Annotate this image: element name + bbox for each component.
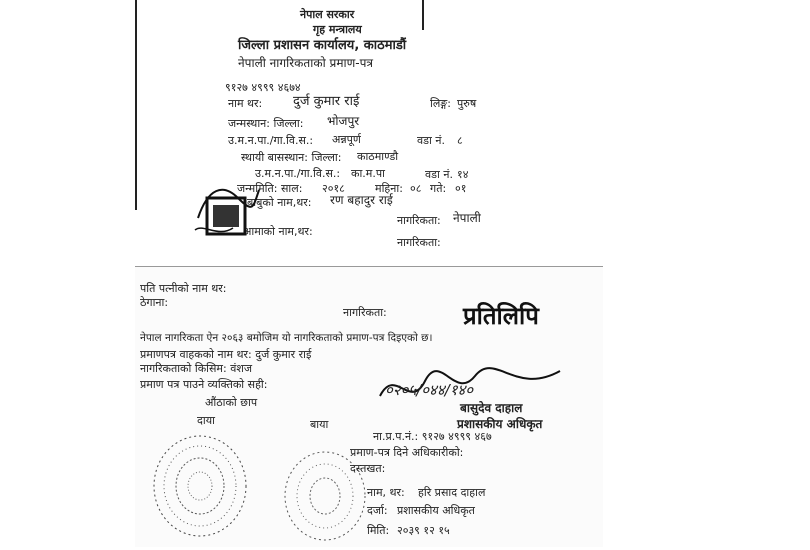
- perm-muni-value: का.म.पा: [351, 167, 385, 180]
- page-edge-top: [135, 266, 603, 267]
- dob-month: ०८: [410, 182, 422, 195]
- signer-name: बासुदेव दाहाल: [460, 401, 523, 415]
- copy-stamp: प्रतिलिपि: [463, 302, 539, 330]
- dob-day: ०१: [455, 182, 467, 195]
- father-label: बाबुको नाम,थर:: [247, 196, 312, 209]
- sign-numbers: ०२०५/०४४/१४०: [385, 381, 474, 399]
- citizenship-type: नागरिकताको किसिम: वंशज: [140, 362, 252, 375]
- officer-rank: प्रशासकीय अधिकृत: [397, 504, 475, 517]
- officer-rank-label: दर्जा:: [367, 504, 388, 517]
- ward1-value: ८: [457, 134, 463, 147]
- perm-muni-label: उ.म.न.पा./गा.वि.स.:: [255, 167, 341, 180]
- header-office: जिल्ला प्रशासन कार्यालय, काठमाडौं: [238, 38, 407, 53]
- officer-heading: प्रमाण-पत्र दिने अधिकारीको:: [350, 446, 464, 459]
- dob-month-label: महिना:: [375, 182, 403, 195]
- municipality-value: अन्नपूर्ण: [332, 133, 361, 146]
- mother-label: आमाको नाम,थर:: [243, 225, 313, 238]
- birthplace-label: जन्मस्थान: जिल्ला:: [228, 117, 304, 130]
- ward2-label: वडा नं.: [425, 168, 453, 181]
- header-cert-title: नेपाली नागरिकताको प्रमाण-पत्र: [238, 56, 374, 70]
- municipality-label: उ.म.न.पा./गा.वि.स.:: [228, 134, 314, 147]
- thumbprint-icon: [145, 431, 255, 545]
- reference-line: ना.प्र.प.नं.: ९१२७ ४९९९ ४६७: [373, 430, 492, 443]
- header-government: नेपाल सरकार: [300, 8, 355, 21]
- page-edge-left: [135, 0, 137, 210]
- cert-number: ९१२७ ४९९९ ४६७४: [225, 81, 301, 94]
- issue-date-label: मिति:: [367, 524, 390, 537]
- spouse-label: पति पत्नीको नाम थर:: [140, 282, 227, 295]
- father-value: रण बहादुर राई: [330, 193, 393, 207]
- holder-signature-label: प्रमाण पत्र पाउने व्यक्तिको सही:: [140, 378, 268, 391]
- sex-value: पुरुष: [457, 97, 477, 110]
- sex-label: लिङ्ग:: [430, 97, 451, 110]
- birthplace-value: भोजपुर: [327, 114, 360, 128]
- citizenship2-label: नागरिकता:: [397, 236, 441, 249]
- signature-label: दस्तखत:: [350, 462, 386, 475]
- issue-date: २०३९ १२ १५: [397, 524, 450, 537]
- name-label: नाम थर:: [228, 97, 263, 110]
- perm-address-label: स्थायी बासस्थान: जिल्ला:: [241, 151, 342, 164]
- citizenship-front-page: [135, 0, 615, 262]
- bearer-name: प्रमाणपत्र वाहकको नाम थर: दुर्ज कुमार राई: [140, 348, 312, 361]
- dob-label: जन्ममिति: साल:: [237, 182, 303, 195]
- citizenship1-label: नागरिकता:: [397, 214, 441, 227]
- signer-title: प्रशासकीय अधिकृत: [457, 417, 543, 431]
- perm-address-value: काठमाण्डौ: [357, 150, 399, 163]
- address-label: ठेगाना:: [140, 296, 169, 309]
- thumbprint-label: औंठाको छाप: [205, 396, 258, 409]
- officer-name: हरि प्रसाद दाहाल: [418, 486, 486, 499]
- citizenship-back-page: [135, 266, 603, 547]
- dob-year: २०१८: [322, 182, 345, 195]
- citizenship-label: नागरिकता:: [343, 306, 387, 319]
- name-value: दुर्ज कुमार राई: [293, 94, 360, 109]
- right-thumb-label: दाया: [197, 414, 215, 427]
- officer-name-label: नाम, थर:: [367, 486, 405, 499]
- header-ministry: गृह मन्त्रालय: [313, 23, 362, 36]
- left-thumb-label: बाया: [310, 418, 329, 431]
- dob-day-label: गते:: [430, 182, 447, 195]
- ward2-value: १४: [457, 168, 469, 181]
- ward1-label: वडा नं.: [417, 134, 445, 147]
- act-statement: नेपाल नागरिकता ऐन २०६३ बमोजिम यो नागरिकताको प्रमाण-पत्र दिइएको छ।: [140, 332, 433, 344]
- stamp-icon: [193, 178, 263, 252]
- page-edge-mid: [422, 0, 424, 30]
- citizenship1-value: नेपाली: [453, 211, 481, 225]
